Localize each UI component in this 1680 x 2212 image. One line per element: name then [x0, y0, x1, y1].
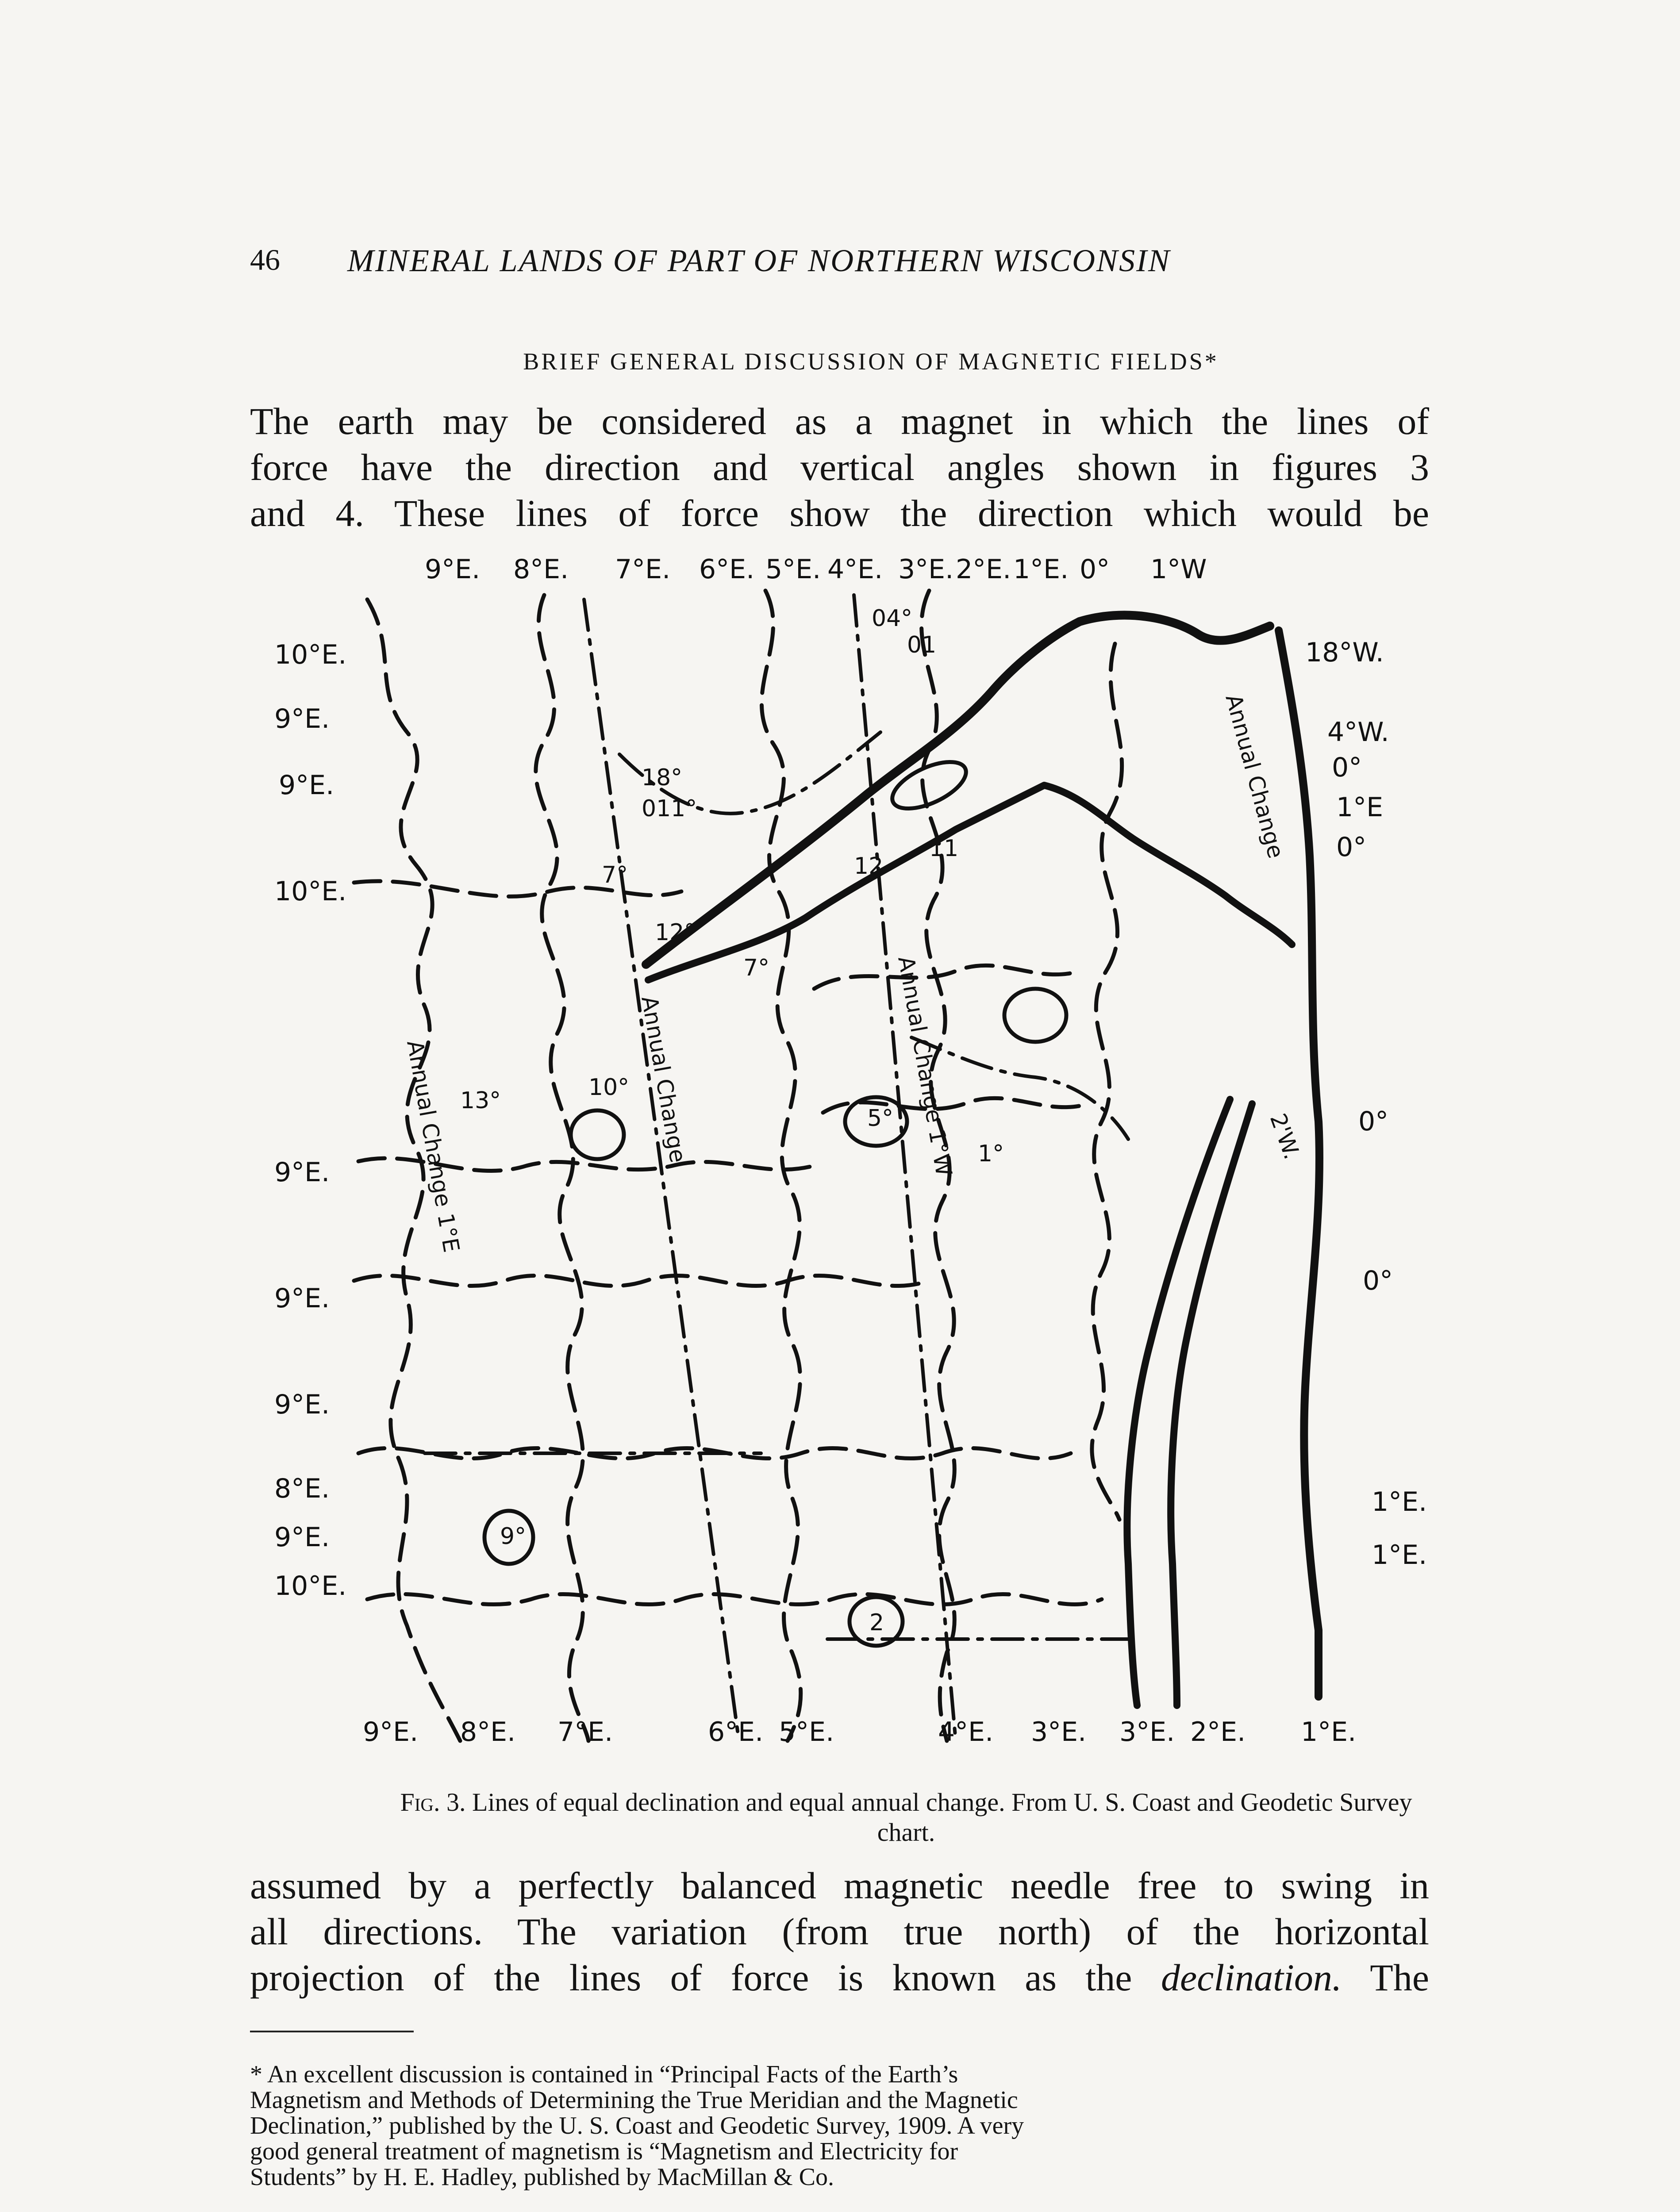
paragraph-1-line: force have the direction and vertical angles shown in figures 3 — [250, 446, 1429, 488]
bottom-label-row — [363, 1717, 1356, 1747]
annual-change-labels — [402, 691, 1305, 1254]
bottom-label: 7°E. — [557, 1717, 613, 1747]
bottom-label: 5°E. — [779, 1717, 834, 1747]
lake-shore-line-south — [648, 785, 1292, 980]
annual-change-label: Annual Change 1°E — [402, 1038, 465, 1255]
top-label: 8°E. — [513, 554, 569, 585]
declination-map — [239, 546, 1442, 1756]
declination-term: declination. — [1161, 1956, 1342, 1999]
closed-contour — [571, 1110, 624, 1159]
running-head: MINERAL LANDS OF PART OF NORTHERN WISCONSIN — [347, 243, 1171, 278]
interior-label: 1° — [978, 1141, 1004, 1167]
footnote-line: Declination,” published by the U. S. Coast and Geodetic Survey, 1909. A very — [250, 2112, 1024, 2139]
figure-caption-text: Lines of equal declination and equal annual change. From U. S. Coast and Geodetic Survey chart. — [472, 1788, 1412, 1847]
right-label: 18°W. — [1305, 637, 1384, 668]
bottom-label: 3°E. — [1119, 1717, 1175, 1747]
right-label: 1°E — [1336, 792, 1384, 823]
bottom-label: 4°E. — [938, 1717, 994, 1747]
left-label: 9°E. — [279, 770, 334, 801]
interior-label: 01 — [907, 632, 937, 658]
interior-label: 7° — [743, 955, 770, 981]
interior-label: 011° — [642, 795, 697, 822]
footnote-line: Students” by H. E. Hadley, published by MacMillan & Co. — [250, 2163, 834, 2191]
top-label: 4°E. — [827, 554, 883, 585]
left-label: 10°E. — [274, 876, 347, 907]
bottom-label: 9°E. — [363, 1717, 419, 1747]
figure-caption-label: Fig. 3. — [400, 1788, 466, 1816]
left-label-column — [274, 639, 346, 1601]
paragraph-1 — [250, 398, 1429, 536]
bottom-label: 8°E. — [460, 1717, 516, 1747]
bottom-label: 1°E. — [1301, 1717, 1357, 1747]
interior-label: 9° — [500, 1523, 527, 1550]
paragraph-1-line: The earth may be considered as a magnet in which the lines of — [250, 400, 1429, 442]
interior-label: 04° — [872, 605, 913, 632]
declination-map-figure — [239, 546, 1442, 1756]
top-label: 2°E. — [956, 554, 1011, 585]
left-label: 9°E. — [274, 1522, 330, 1553]
annual-change-label: 2'W. — [1265, 1110, 1305, 1163]
footnote-rule — [250, 2031, 414, 2032]
annual-change-label: Annual Change — [1220, 691, 1289, 861]
closed-contour — [1004, 989, 1066, 1042]
top-label: 3°E. — [898, 554, 954, 585]
left-label: 9°E. — [274, 1389, 330, 1420]
bottom-label: 2°E. — [1190, 1717, 1246, 1747]
interior-label: 7° — [602, 862, 628, 888]
top-label: 0° — [1080, 554, 1110, 585]
left-label: 9°E. — [274, 703, 330, 734]
left-label: 10°E. — [274, 639, 347, 670]
footnote-line: Magnetism and Methods of Determining the True Meridian and the Magnetic — [250, 2086, 1018, 2114]
bottom-label: 6°E. — [708, 1717, 764, 1747]
interior-label: 13° — [460, 1087, 501, 1114]
paragraph-2-text: The — [1342, 1956, 1429, 1999]
left-label: 9°E. — [274, 1283, 330, 1314]
paragraph-2-line — [250, 1955, 1429, 2001]
interior-label: 12 — [854, 853, 884, 879]
lake-shore-line — [646, 615, 1270, 964]
right-label: 0° — [1336, 832, 1367, 863]
interior-label: 10° — [588, 1074, 630, 1101]
paragraph-2-line: all directions. The variation (from true north) of the horizontal — [250, 1910, 1429, 1953]
footnote-line: * An excellent discussion is contained in “Principal Facts of the Earth’s — [250, 2061, 958, 2088]
page-number: 46 — [250, 243, 280, 276]
interior-label: 12° — [655, 919, 696, 946]
top-label: 9°E. — [425, 554, 481, 585]
paragraph-2 — [250, 1863, 1429, 2001]
annual-change-label: Annual Change 1°W — [893, 954, 957, 1178]
top-label: 1°W — [1150, 554, 1207, 585]
annual-change-label: Annual Change — [636, 994, 691, 1165]
footnote-line: good general treatment of magnetism is “Magnetism and Electricity for — [250, 2138, 958, 2165]
left-label: 9°E. — [274, 1157, 330, 1188]
right-label: 0° — [1363, 1265, 1393, 1296]
interior-label: 11 — [929, 835, 959, 862]
left-label: 10°E. — [274, 1571, 347, 1601]
closed-contour — [886, 753, 973, 818]
top-label: 7°E. — [615, 554, 671, 585]
interior-label: 5° — [867, 1105, 894, 1132]
right-label: 4°W. — [1327, 717, 1389, 748]
top-label: 6°E. — [699, 554, 755, 585]
interior-label: 2 — [869, 1609, 884, 1636]
footnote — [250, 2062, 1429, 2190]
right-label: 1°E. — [1372, 1486, 1427, 1517]
paragraph-2-text: projection of the lines of force is known as the — [250, 1956, 1161, 1999]
right-label: 0° — [1332, 752, 1362, 783]
figure-caption — [375, 1787, 1437, 1847]
interior-label: 18° — [642, 764, 683, 791]
river-line-2 — [1171, 1104, 1252, 1705]
state-boundary-line — [1279, 630, 1319, 1697]
right-label: 1°E. — [1372, 1540, 1427, 1571]
right-label-column — [1305, 637, 1427, 1571]
right-label: 0° — [1358, 1106, 1389, 1137]
top-label-row — [425, 554, 1207, 585]
page-header — [250, 242, 1427, 291]
paragraph-1-line: and 4. These lines of force show the direction which would be — [250, 492, 1429, 534]
top-label: 1°E. — [1013, 554, 1069, 585]
bottom-label: 3°E. — [1031, 1717, 1087, 1747]
top-label: 5°E. — [765, 554, 821, 585]
left-label: 8°E. — [274, 1473, 330, 1504]
section-heading: BRIEF GENERAL DISCUSSION OF MAGNETIC FIELDS* — [523, 348, 1219, 375]
paragraph-2-line: assumed by a perfectly balanced magnetic needle free to swing in — [250, 1864, 1429, 1907]
